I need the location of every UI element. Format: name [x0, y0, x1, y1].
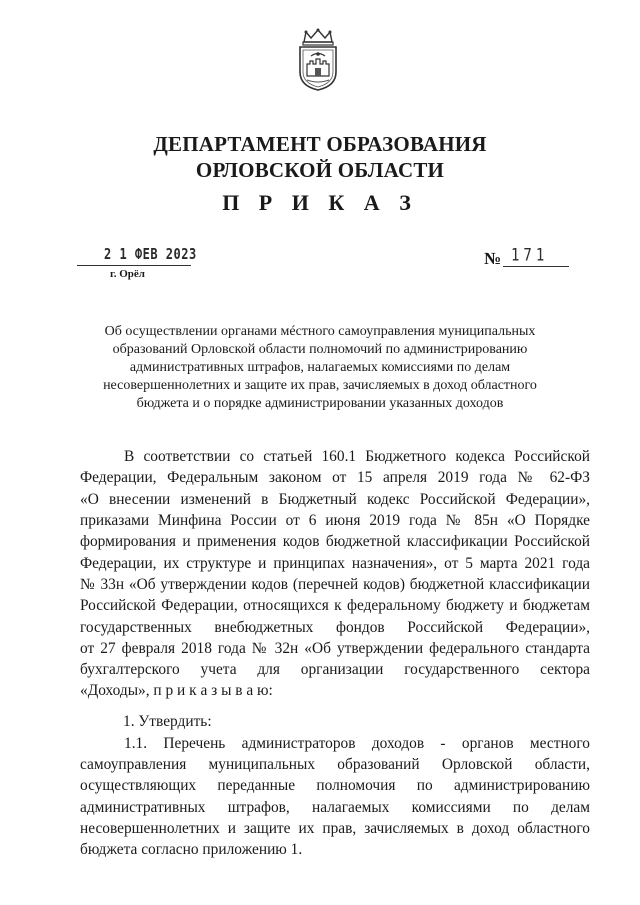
subject-line: административных штрафов, налагаемых комиссиями по делам — [129, 360, 511, 375]
preamble-line: «О внесении изменений в Бюджетный кодекс Российской Федерации», — [80, 491, 590, 508]
preamble-line: Федерации, их структуре и принципах назначения», от 5 марта 2021 года — [80, 555, 590, 572]
preamble-line: бухгалтерского учета для организации государственного сектора — [80, 661, 590, 678]
preamble-line: Российской Федерации, относящихся к федеральному бюджету и бюджетам — [80, 597, 590, 614]
item-1-1-line: осуществляющих переданные полномочия по администрированию — [80, 777, 590, 794]
item-1-1-line: несовершеннолетних и защите их прав, зачисляемых в доход областного — [80, 820, 590, 837]
subject-line: бюджета и о порядке администрировании указанных доходов — [136, 396, 504, 411]
number-underline — [503, 266, 569, 267]
document-number: 171 — [511, 246, 549, 266]
subject-line: несовершеннолетних и защите их прав, зачисляемых в доход областного — [103, 378, 537, 393]
document-subject-title — [60, 323, 580, 413]
preamble-line: В соответствии со статьей 160.1 Бюджетного кодекса Российской — [124, 448, 590, 465]
item-1-1-line: 1.1. Перечень администраторов доходов - органов местного — [124, 735, 590, 752]
department-name-line2: ОРЛОВСКОЙ ОБЛАСТИ — [195, 158, 445, 182]
item-1-1-line-final: бюджета согласно приложению 1. — [80, 841, 303, 858]
number-sign: № — [484, 249, 502, 268]
document-type-title: П Р И К А З — [222, 190, 418, 215]
preamble-line-final: «Доходы», п р и к а з ы в а ю: — [80, 682, 273, 699]
date-underline — [77, 265, 191, 266]
preamble-line: № 33н «Об утверждении кодов (перечней кодов) бюджетной классификации — [80, 576, 590, 593]
preamble-line: Федерации, Федеральным законом от 15 апреля 2019 года № 62-ФЗ — [80, 469, 590, 486]
subject-line: образований Орловской области полномочий по администрированию — [112, 342, 528, 357]
item-1-1-line: административных штрафов, налагаемых комиссиями по делам — [80, 799, 590, 816]
document-date-stamp: 2 1 ФЕВ 2023 — [104, 245, 197, 263]
preamble-line: приказами Минфина России от 6 июня 2019 года № 85н «О Порядке — [80, 512, 590, 529]
department-name-line1: ДЕПАРТАМЕНТ ОБРАЗОВАНИЯ — [153, 132, 487, 156]
document-city: г. Орёл — [110, 268, 145, 280]
oryol-oblast-coat-of-arms-icon — [295, 28, 341, 92]
preamble-line: государственных внебюджетных фондов Российской Федерации», — [80, 619, 590, 636]
preamble-line: от 27 февраля 2018 года № 32н «Об утверждении федерального стандарта — [80, 640, 590, 657]
item-1-heading: 1. Утвердить: — [123, 713, 212, 730]
item-1-1-line: самоуправления муниципальных образований Орловской области, — [80, 756, 590, 773]
subject-line: Об осуществлении органами мéстного самоуправления муниципальных — [104, 324, 536, 339]
preamble-line: формирования и применения кодов бюджетной классификации Российской — [80, 533, 590, 550]
